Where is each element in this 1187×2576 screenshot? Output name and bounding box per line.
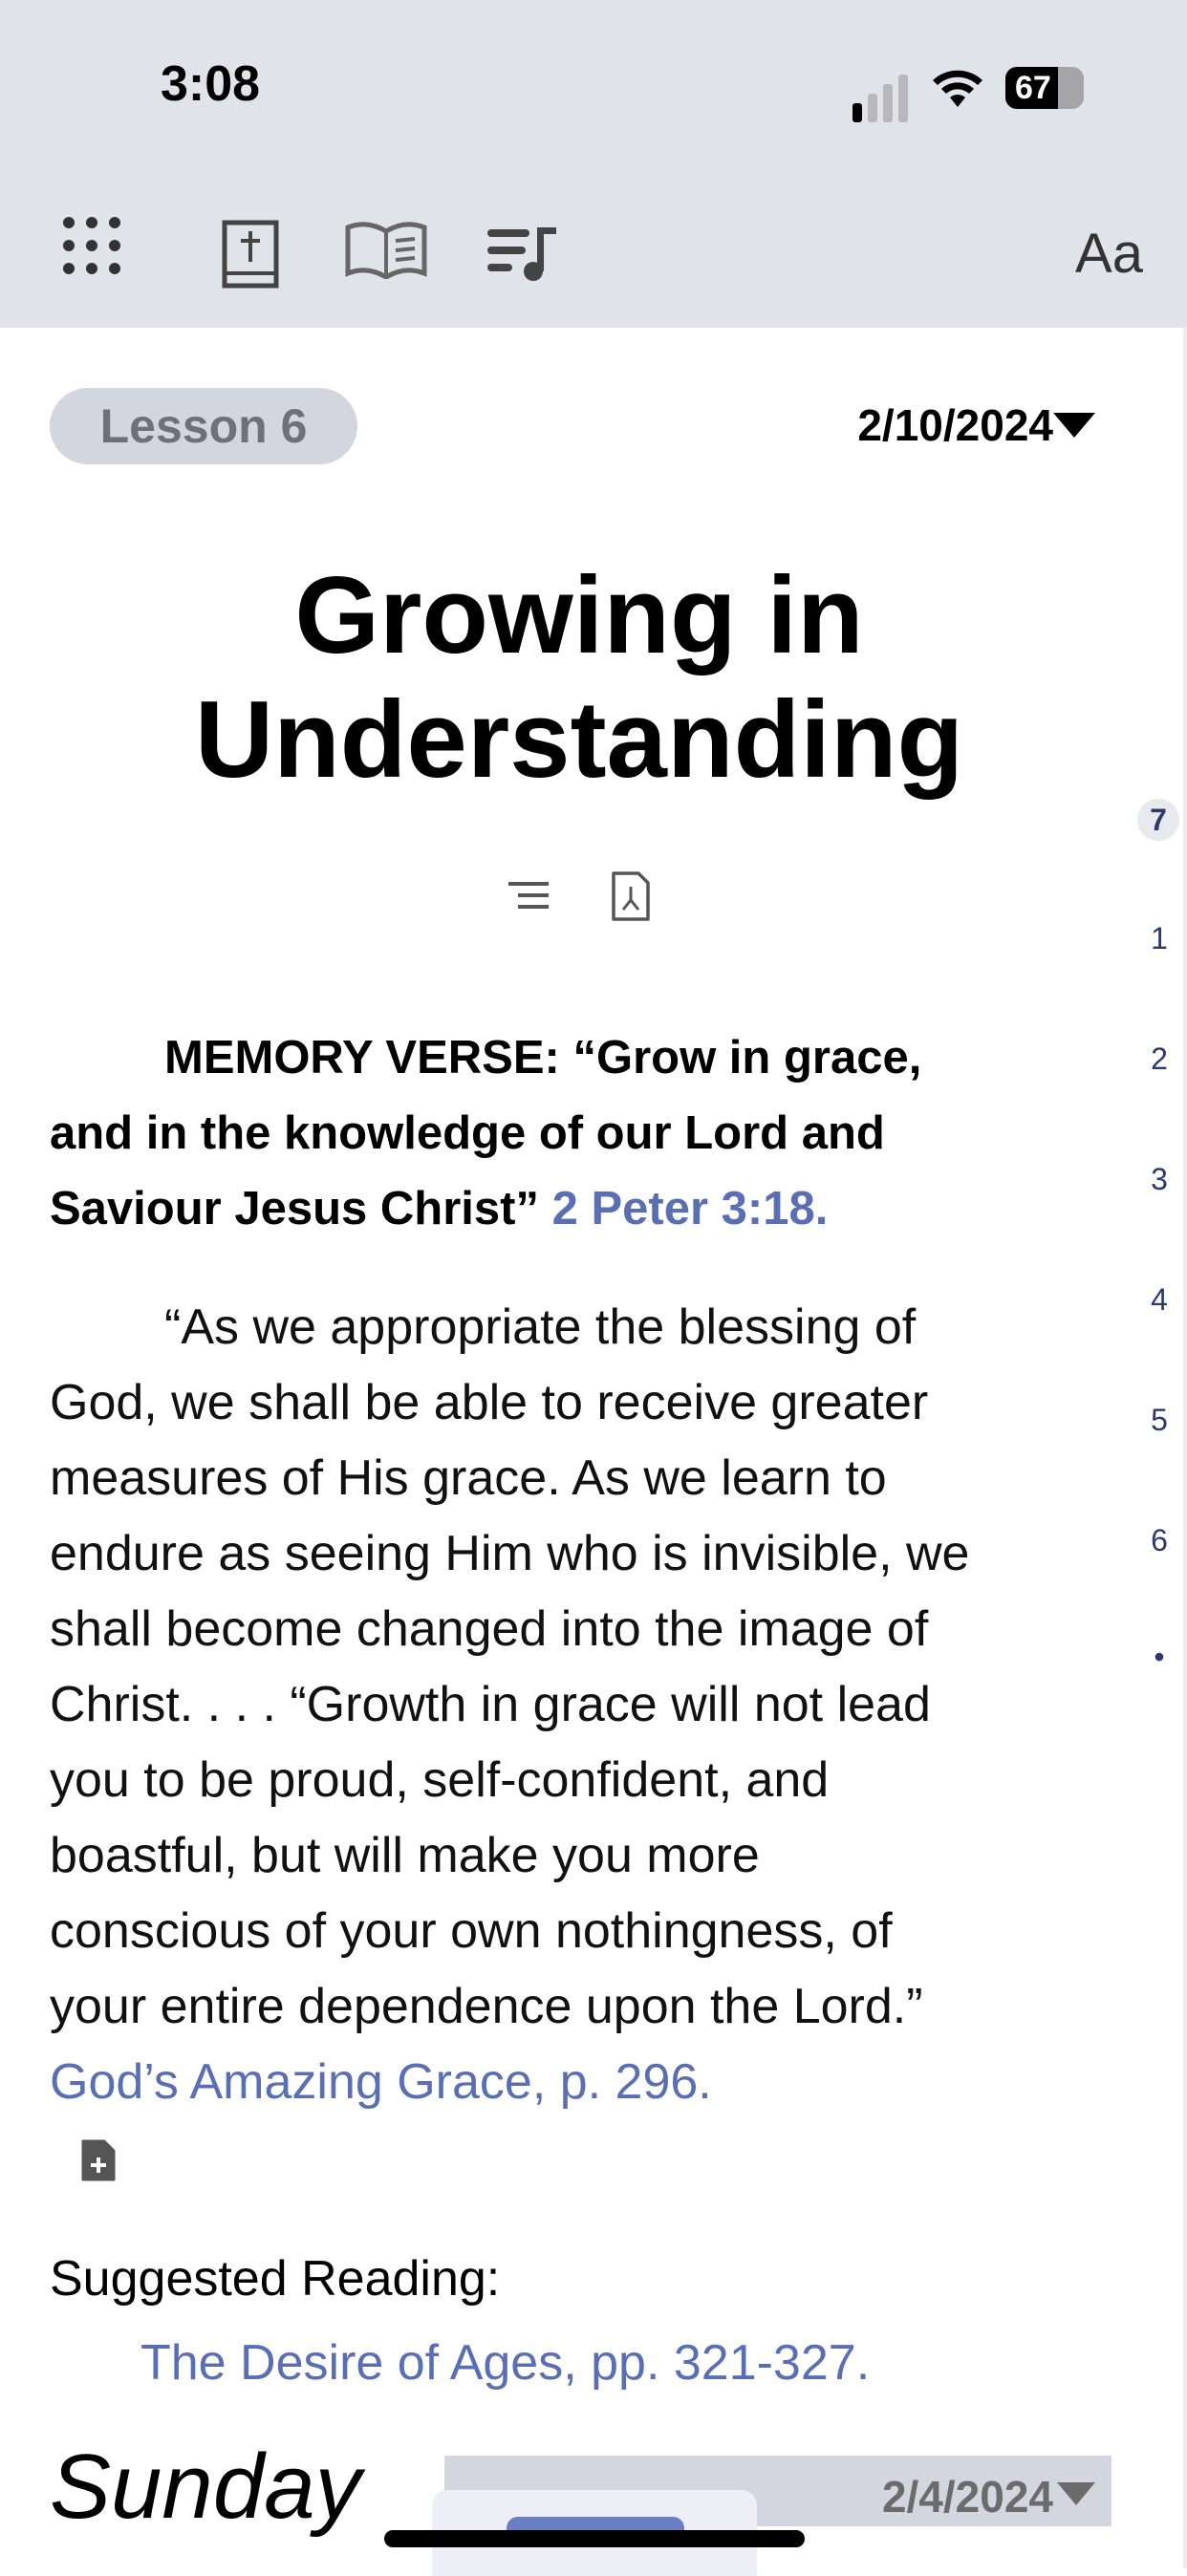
battery-level: 67 bbox=[1015, 70, 1051, 106]
lesson-date-selector[interactable]: 2/10/2024 bbox=[857, 400, 1053, 450]
quote-line: boastful, but will make you more bbox=[50, 1828, 760, 1883]
grid-menu-icon[interactable] bbox=[61, 215, 122, 276]
suggested-reading-link[interactable]: The Desire of Ages, pp. 321-327. bbox=[140, 2335, 871, 2391]
day-index-item[interactable]: • bbox=[1154, 1640, 1165, 1674]
open-book-icon[interactable] bbox=[344, 222, 428, 279]
quote-citation-link[interactable]: God’s Amazing Grace, p. 296. bbox=[50, 2054, 712, 2110]
day-index-item[interactable]: 3 bbox=[1151, 1162, 1168, 1196]
day-index-item[interactable]: 4 bbox=[1151, 1282, 1168, 1317]
title-line: Understanding bbox=[194, 679, 964, 801]
page-title bbox=[0, 554, 1158, 803]
battery-icon bbox=[1005, 67, 1084, 109]
table-of-contents-icon[interactable] bbox=[508, 881, 550, 910]
day-date-selector[interactable]: 2/4/2024 bbox=[881, 2472, 1053, 2522]
suggested-reading-label: Suggested Reading: bbox=[50, 2251, 501, 2307]
memory-verse-line: Saviour Jesus Christ” bbox=[50, 1183, 539, 1234]
title-line: Growing in bbox=[294, 555, 864, 676]
quote-line: conscious of your own nothingness, of bbox=[50, 1903, 893, 1959]
add-note-icon[interactable] bbox=[80, 2138, 117, 2182]
quote-line: shall become changed into the image of bbox=[50, 1601, 929, 1657]
scrollbar-track[interactable] bbox=[1183, 328, 1187, 2568]
header-bar bbox=[0, 0, 1187, 328]
day-index-item[interactable]: 6 bbox=[1151, 1523, 1168, 1557]
memory-verse-line: and in the knowledge of our Lord and bbox=[50, 1107, 885, 1159]
day-index-item[interactable]: 2 bbox=[1151, 1041, 1168, 1076]
signal-icon bbox=[852, 75, 908, 122]
quote-line: measures of His grace. As we learn to bbox=[50, 1450, 887, 1506]
pdf-icon[interactable] bbox=[610, 869, 652, 923]
quote-line: “As we appropriate the blessing of bbox=[164, 1299, 917, 1355]
chevron-down-icon[interactable] bbox=[1057, 2482, 1095, 2505]
quote-line: your entire dependence upon the Lord.” bbox=[50, 1979, 923, 2034]
playlist-music-icon[interactable] bbox=[487, 225, 560, 283]
day-heading: Sunday bbox=[50, 2436, 361, 2538]
quote-line: God, we shall be able to receive greater bbox=[50, 1375, 929, 1430]
quote-line: you to be proud, self-confident, and bbox=[50, 1752, 830, 1808]
memory-verse-line: MEMORY VERSE: “Grow in grace, bbox=[164, 1032, 922, 1084]
verse-reference-link[interactable]: 2 Peter 3:18. bbox=[551, 1183, 829, 1234]
font-settings-button[interactable]: Aa bbox=[1075, 223, 1143, 285]
status-time: 3:08 bbox=[161, 56, 261, 112]
lesson-badge: Lesson 6 bbox=[50, 388, 357, 464]
memory-verse bbox=[50, 1020, 1101, 1247]
quote-line: endure as seeing Him who is invisible, we bbox=[50, 1526, 970, 1581]
quote-paragraph bbox=[50, 1290, 1130, 2120]
chevron-down-icon[interactable] bbox=[1053, 413, 1095, 438]
home-indicator bbox=[384, 2530, 805, 2547]
wifi-icon bbox=[929, 63, 986, 111]
bible-icon[interactable] bbox=[222, 220, 279, 289]
day-index-item[interactable]: 1 bbox=[1151, 921, 1168, 955]
day-index-item[interactable]: 7 bbox=[1137, 799, 1179, 841]
day-index-item[interactable]: 5 bbox=[1151, 1403, 1168, 1437]
quote-line: Christ. . . . “Growth in grace will not lead bbox=[50, 1677, 931, 1732]
